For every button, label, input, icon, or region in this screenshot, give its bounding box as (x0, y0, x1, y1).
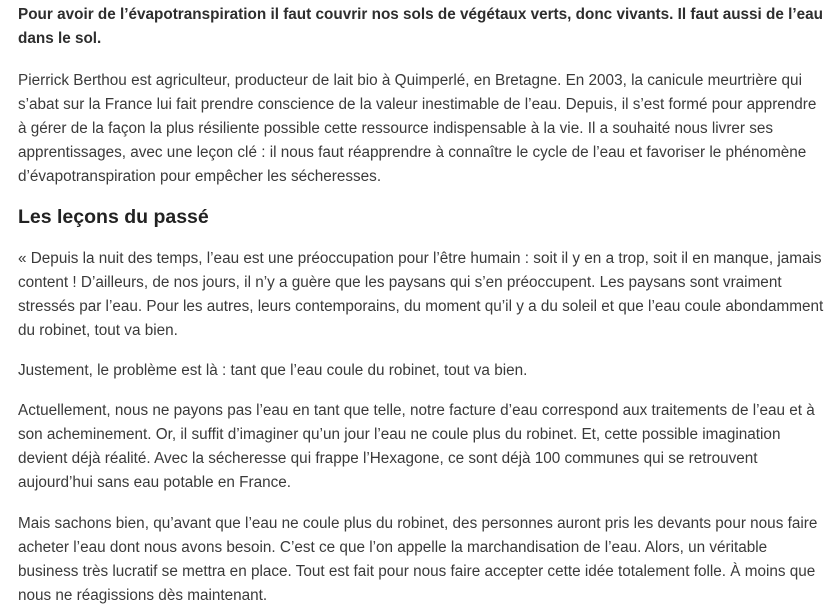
section-heading: Les leçons du passé (18, 206, 209, 228)
intro-paragraph: Pierrick Berthou est agriculteur, producteur de lait bio à Quimperlé, en Bretagne. En 2003, la canicule meurtrière qui s’abat sur la France lui fait prendre conscience de la valeur inestimable de l’eau. Depuis, il s’est formé pour apprendre à gérer de la façon la plus résiliente possible cette ressource indispensable à la vie. Il a souhaité nous livrer ses apprentissages, avec une leçon clé : il nous faut réapprendre à connaître le cycle de l’eau et favoriser le phénomène d’évapotranspiration pour empêcher les sécheresses. (18, 72, 817, 185)
body-paragraph: Justement, le problème est là : tant que l’eau coule du robinet, tout va bien. (18, 362, 528, 379)
body-paragraph: Mais sachons bien, qu’avant que l’eau ne coule plus du robinet, des personnes auront pris les devants pour nous faire acheter l’eau dont nous avons besoin. C’est ce que l’on appelle la marchandisation de l’eau. Alors, un véritable business très lucratif se mettra en place. Tout est fait pour nous faire accepter cette idée totalement folle. À moins que nous ne réagissions dès maintenant. (18, 515, 818, 604)
article-body (18, 0, 826, 608)
body-paragraph: « Depuis la nuit des temps, l’eau est une préoccupation pour l’être humain : soit il y en a trop, soit il en manque, jamais content ! D’ailleurs, de nos jours, il n’y a guère que les paysans qui s’en préoccupent. Les paysans sont vraiment stressés par l’eau. Pour les autres, leurs contemporains, du moment qu’il y a du soleil et que l’eau coule abondamment du robinet, tout va bien. (18, 250, 824, 339)
body-paragraph: Actuellement, nous ne payons pas l’eau en tant que telle, notre facture d’eau correspond aux traitements de l’eau et à son acheminement. Or, il suffit d’imaginer qu’un jour l’eau ne coule plus du robinet. Et, cette possible imagination devient déjà réalité. Avec la sécheresse qui frappe l’Hexagone, ce sont déjà 100 communes qui se retrouvent aujourd’hui sans eau potable en France. (18, 402, 815, 491)
article-lead: Pour avoir de l’évapotranspiration il faut couvrir nos sols de végétaux verts, donc vivants. Il faut aussi de l’eau dans le sol. (18, 6, 824, 47)
